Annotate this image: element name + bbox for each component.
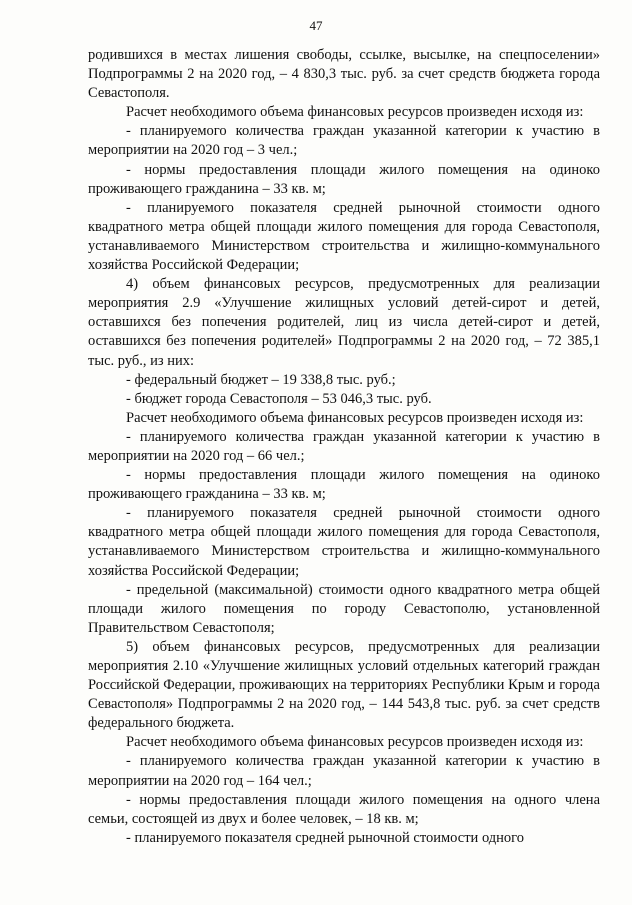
paragraph-calculation-basis-1: Расчет необходимого объема финансовых ресурсов произведен исходя из: — [126, 104, 584, 121]
paragraph-item-5: 5) объем финансовых ресурсов, предусмотренных для реализации мероприятия 2.10 «Улучшение жилищных условий отдельных категорий граждан Российской Федерации, проживающих на территориях Республики Крым и города Севастополя» Подпрограммы 2 на 2020 год, – 144 543,8 тыс. руб. за счет средств федерального бюджета. — [88, 638, 600, 732]
paragraph-area-norm-1: - нормы предоставления площади жилого помещения на одиноко проживающего гражданина – 33 кв. м; — [88, 161, 600, 197]
paragraph-participants-count-3: - планируемого количества граждан указанной категории к участию в мероприятии на 2020 год – 164 чел.; — [88, 753, 600, 789]
paragraph-item-4: 4) объем финансовых ресурсов, предусмотренных для реализации мероприятия 2.9 «Улучшение жилищных условий детей-сирот и детей, оставшихся без попечения родителей, лиц из числа детей-сирот и детей, оставшихся без попечения родителей» Подпрограммы 2 на 2020 год, – 72 385,1 тыс. руб., из них: — [88, 276, 600, 369]
paragraph-calculation-basis-3: Расчет необходимого объема финансовых ресурсов произведен исходя из: — [126, 734, 584, 751]
paragraph-continuation: родившихся в местах лишения свободы, ссылке, высылке, на спецпоселении» Подпрограммы 2 на 2020 год, – 4 830,3 тыс. руб. за счет средств бюджета города Севастополя. — [88, 47, 600, 102]
paragraph-calculation-basis-2: Расчет необходимого объема финансовых ресурсов произведен исходя из: — [126, 409, 584, 426]
paragraph-participants-count-2: - планируемого количества граждан указанной категории к участию в мероприятии на 2020 год – 66 чел.; — [88, 428, 600, 464]
paragraph-area-norm-2: - нормы предоставления площади жилого помещения на одиноко проживающего гражданина – 33 кв. м; — [88, 467, 600, 503]
paragraph-area-norm-3: - нормы предоставления площади жилого помещения на одного члена семьи, состоящей из двух и более человек, – 18 кв. м; — [88, 791, 600, 827]
paragraph-market-price-2: - планируемого показателя средней рыночной стоимости одного квадратного метра общей площади жилого помещения для города Севастополя, устанавливаемого Министерством строительства и жилищно-коммунального хозяйства Российской Федерации; — [88, 505, 600, 579]
body-text — [88, 46, 600, 848]
paragraph-max-price: - предельной (максимальной) стоимости одного квадратного метра общей площади жилого помещения по городу Севастополю, установленной Правительством Севастополя; — [88, 581, 600, 636]
page-number: 47 — [309, 18, 323, 33]
paragraph-federal-budget: - федеральный бюджет – 19 338,8 тыс. руб.; — [126, 371, 396, 388]
paragraph-market-price-1: - планируемого показателя средней рыночной стоимости одного квадратного метра общей площади жилого помещения для города Севастополя, устанавливаемого Министерством строительства и жилищно-коммунального хозяйства Российской Федерации; — [88, 199, 600, 274]
paragraph-city-budget: - бюджет города Севастополя – 53 046,3 тыс. руб. — [126, 390, 432, 407]
paragraph-participants-count-1: - планируемого количества граждан указанной категории к участию в мероприятии на 2020 год – 3 чел.; — [88, 123, 600, 159]
paragraph-market-price-3: - планируемого показателя средней рыночной стоимости одного — [126, 829, 524, 846]
